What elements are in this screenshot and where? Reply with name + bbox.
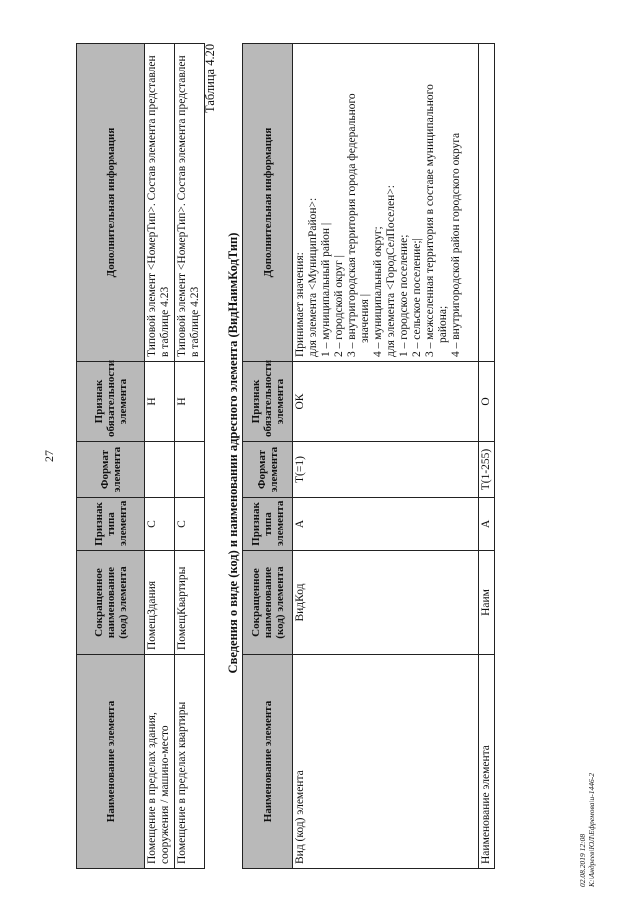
- table-caption: Таблица 4.20: [203, 43, 217, 113]
- cell-required: Н: [175, 362, 205, 442]
- cell-name: Помещение в пределах квартиры: [175, 655, 205, 869]
- t2-header-name: Наименование элемента: [243, 655, 293, 869]
- table-title: Сведения о виде (код) и наименовании адресного элемента (ВидНаимКодТип): [226, 232, 240, 674]
- cell-code: ПомещЗдания: [145, 551, 175, 655]
- cell-format: [175, 442, 205, 498]
- cell-type: А: [293, 498, 479, 551]
- t2-header-type: Признак типа элемента: [243, 498, 293, 551]
- t1-header-required: Признак обязательности элемента: [77, 362, 145, 442]
- info-line: для элемента <МуниципРайон>:: [307, 197, 319, 357]
- info-line: Принимает значения:: [294, 252, 306, 357]
- t1-header-format: Формат элемента: [77, 442, 145, 498]
- t1-header-type: Признак типа элемента: [77, 498, 145, 551]
- info-line: для элемента <ГородСелПоселен>:: [385, 185, 397, 357]
- cell-name: Наименование элемента: [479, 655, 495, 869]
- cell-format: T(1-255): [479, 442, 495, 498]
- info-line: 4 – муниципальный округ;: [372, 226, 384, 357]
- table-row: [175, 44, 205, 869]
- cell-type: С: [145, 498, 175, 551]
- table-row: [145, 44, 175, 869]
- footer-path: К:\Андреев\ЮЛ\Ефремова\и-1446-2: [587, 773, 596, 887]
- cell-type: А: [479, 498, 495, 551]
- cell-info: Типовой элемент <НомерТип>. Состав элемента представлен в таблице 4.23: [145, 44, 175, 362]
- cell-info: [293, 44, 479, 362]
- t2-header-info: Дополнительная информация: [243, 44, 293, 362]
- info-line: 3 – внутригородская территория города федерального значения |: [346, 93, 371, 357]
- cell-required: ОК: [293, 362, 479, 442]
- table-row: [479, 44, 495, 869]
- cell-code: Наим: [479, 551, 495, 655]
- table-row: [293, 44, 479, 869]
- cell-code: ВидКод: [293, 551, 479, 655]
- info-line: 4 – внутригородской район городского округа: [450, 132, 462, 357]
- table-elements-continued: [76, 43, 205, 869]
- cell-code: ПомещКвартиры: [175, 551, 205, 655]
- footer-note: [578, 773, 596, 887]
- cell-info: [479, 44, 495, 362]
- cell-format: T(=1): [293, 442, 479, 498]
- page-number: 27: [42, 450, 56, 462]
- info-line: 1 – муниципальный район |: [320, 222, 332, 357]
- t2-header-code: Сокращенное наименование (код) элемента: [243, 551, 293, 655]
- info-line: 3 – межселенная территория в составе муниципального района;: [424, 84, 449, 357]
- info-line: 2 – сельское поселение;|: [411, 238, 423, 357]
- t2-header-required: Признак обязательности элемента: [243, 362, 293, 442]
- cell-required: О: [479, 362, 495, 442]
- table-vidnaimkod: [242, 43, 495, 869]
- cell-name: Вид (код) элемента: [293, 655, 479, 869]
- cell-type: С: [175, 498, 205, 551]
- t1-header-code: Сокращенное наименование (код) элемента: [77, 551, 145, 655]
- t1-header-info: Дополнительная информация: [77, 44, 145, 362]
- info-line: 2 – городской округ |: [333, 255, 345, 357]
- t2-header-format: Формат элемента: [243, 442, 293, 498]
- cell-format: [145, 442, 175, 498]
- cell-required: Н: [145, 362, 175, 442]
- info-line: 1 – городское поселение;: [398, 234, 410, 357]
- cell-name: Помещение в пределах здания, сооружения / машино-место: [145, 655, 175, 869]
- footer-date: 02.08.2019 12:08: [578, 833, 587, 887]
- t1-header-name: Наименование элемента: [77, 655, 145, 869]
- cell-info: Типовой элемент <НомерТип>. Состав элемента представлен в таблице 4.23: [175, 44, 205, 362]
